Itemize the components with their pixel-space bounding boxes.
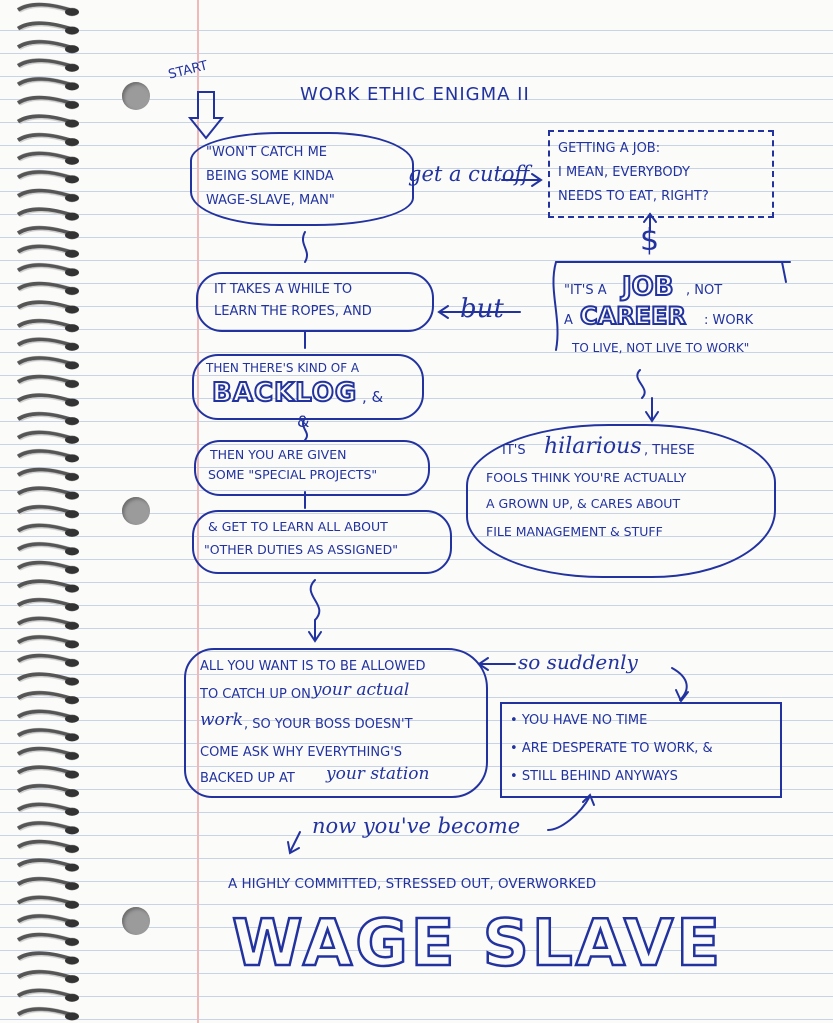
catch-up-box (184, 648, 488, 798)
footer-line: A HIGHLY COMMITTED, STRESSED OUT, OVERWORKED (228, 876, 597, 892)
backlog-box (192, 354, 424, 420)
box-line: FOOLS THINK YOU'RE ACTUALLY (486, 470, 687, 485)
box-line: GETTING A JOB: (558, 141, 661, 156)
box-line: WAGE-SLAVE, MAN" (206, 193, 335, 208)
hilarious-word: hilarious (544, 434, 642, 459)
learn-ropes-box (196, 272, 434, 332)
box-line: TO CATCH UP ON (200, 687, 311, 702)
list-item-text: YOU HAVE NO TIME (521, 713, 648, 728)
backlog-suffix: , & (362, 388, 384, 406)
wage-slave-quote-box (190, 132, 414, 226)
box-line: I MEAN, EVERYBODY (558, 165, 690, 180)
hilarious-pre: IT'S (502, 443, 526, 458)
your-actual-text: your actual (312, 680, 410, 700)
box-line: A GROWN UP, & CARES ABOUT (486, 496, 681, 511)
list-item-text: ARE DESPERATE TO WORK, & (521, 741, 713, 756)
start-label: START (166, 58, 210, 83)
getting-a-job-box (548, 130, 774, 218)
box-line: COME ASK WHY EVERYTHING'S (200, 745, 403, 760)
box-line: , SO YOUR BOSS DOESN'T (244, 717, 413, 732)
box-line: BACKED UP AT (200, 771, 295, 786)
box-line: ALL YOU WANT IS TO BE ALLOWED (200, 659, 426, 674)
job-not-text: , NOT (686, 283, 723, 298)
box-line: "OTHER DUTIES AS ASSIGNED" (204, 542, 398, 557)
box-line: LEARN THE ROPES, AND (214, 304, 372, 319)
wage-slave-title: WAGE SLAVE (232, 907, 724, 981)
hilarious-post: , THESE (644, 443, 695, 458)
your-station-text: your station (326, 764, 430, 784)
box-line: SOME "SPECIAL PROJECTS" (208, 467, 378, 482)
career-pre-text: A (564, 313, 573, 328)
box-line: THEN YOU ARE GIVEN (210, 447, 347, 462)
no-time-list-box (500, 702, 782, 798)
box-line: BEING SOME KINDA (206, 169, 334, 184)
list-item: • ARE DESPERATE TO WORK, & (510, 741, 713, 756)
page-title: WORK ETHIC ENIGMA II (300, 84, 530, 105)
work-text: work (200, 710, 244, 730)
work-to-live-text: TO LIVE, NOT LIVE TO WORK" (572, 341, 750, 355)
box-line: THEN THERE'S KIND OF A (206, 361, 360, 375)
box-line: & GET TO LEARN ALL ABOUT (208, 519, 388, 534)
other-duties-box (192, 510, 452, 574)
dollar-icon: $ (640, 223, 660, 258)
ampersand-icon: & (297, 412, 310, 431)
box-line: NEEDS TO EAT, RIGHT? (558, 189, 709, 204)
box-line: FILE MANAGEMENT & STUFF (486, 524, 663, 539)
now-youve-become-label: now you've become (312, 814, 521, 838)
box-line: IT TAKES A WHILE TO (214, 282, 353, 297)
special-projects-box (194, 440, 430, 496)
career-post-text: : WORK (704, 313, 754, 328)
box-line: "WON'T CATCH ME (206, 145, 327, 160)
job-pre-text: "IT'S A (564, 283, 607, 298)
job-word: JOB (622, 272, 674, 302)
list-item: • YOU HAVE NO TIME (510, 713, 648, 728)
backlog-word: BACKLOG (212, 378, 358, 408)
hilarious-cloud-box (466, 424, 776, 578)
list-item-text: STILL BEHIND ANYWAYS (521, 769, 678, 784)
job-not-career-box (556, 262, 788, 358)
so-suddenly-label: so suddenly (518, 650, 638, 674)
but-label: but (460, 294, 504, 324)
list-item: • STILL BEHIND ANYWAYS (510, 769, 678, 784)
get-a-cutoff-label: get a cutoff (408, 162, 530, 186)
career-word: CAREER (580, 302, 686, 330)
